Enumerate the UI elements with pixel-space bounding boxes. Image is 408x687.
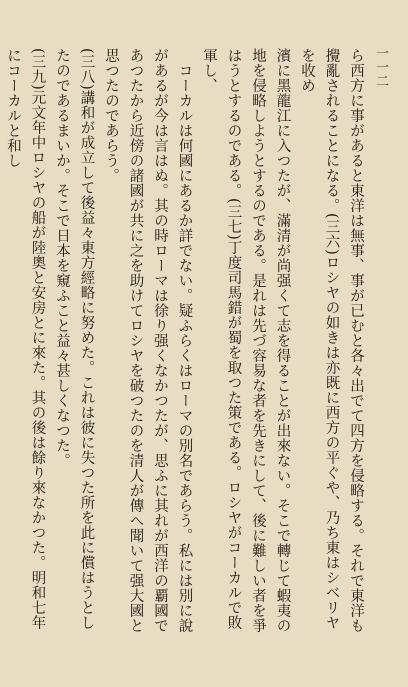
vertical-text-block (5, 48, 368, 638)
paragraph (0, 48, 1, 638)
paragraph: (三八)講和が成立して後益々東方經略に努めた。これは彼に失つた所を此に償はうとしたのであるまいか。そこで日本を窺ふこと益々甚しくなつた。 (54, 48, 95, 631)
main-text (0, 48, 368, 638)
paragraph: 濱に黑龍江に入つたが、滿清が尚强くて志を得ることが出來ない。そこで轉じて蝦夷の地を侵略しようとするのである。是れは先づ容易な者を先きにして、後に難しい者を爭はうとするのである。(三七)丁度司馬錯が蜀を取つた策である。ロシヤがコーカルで敗軍し、 (201, 48, 291, 633)
paragraph: コーカルは何國にあるか詳でない。疑ふらくはローマの別名であらう。私には別に說があるが今は言はぬ。其の時ローマは徐り强くなかつたが、思ふに其れが西洋の覇國であつたから近傍の諸國が共に之を助けてロシヤを破つたのを清人が傳へ聞いて强大國と思つたのであらう。 (103, 48, 193, 633)
paragraph: (三九)元文年中ロシヤの船が陸奧と安房とに來た。其の後は餘り來なかつた。明和七年にコーカルと和し (5, 48, 46, 631)
paragraph: ら西方に事があると東洋は無事、事が已むと各々出でて四方を侵略する。それで東洋も攪亂されることになる。(三六)ロシヤの如きは亦既に西方の平ぐや、乃ち東はシベリヤを收め (299, 48, 364, 633)
page-number: 一一二 (373, 46, 388, 88)
